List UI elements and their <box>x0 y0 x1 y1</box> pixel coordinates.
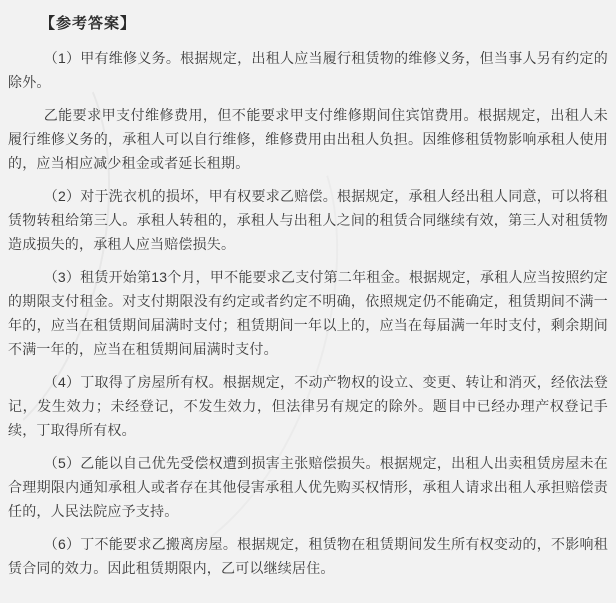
answer-paragraph-1-continued: 乙能要求甲支付维修费用，但不能要求甲支付维修期间住宾馆费用。根据规定，出租人未履行维修义务的，承租人可以自行维修，维修费用由出租人负担。因维修租赁物影响承租人使用的，应当相应减少租金或者延长租期。 <box>8 107 608 171</box>
answer-paragraph-3: （3）租赁开始第13个月，甲不能要求乙支付第二年租金。根据规定，承租人应当按照约定的期限支付租金。对支付期限没有约定或者约定不明确，依照规定仍不能确定，租赁期间不满一年的，应当在租赁期间届满时支付；租赁期间一年以上的，应当在每届满一年时支付，剩余期间不满一年的，应当在租赁期间届满时支付。 <box>8 269 608 357</box>
answer-paragraph-1: （1）甲有维修义务。根据规定，出租人应当履行租赁物的维修义务，但当事人另有约定的除外。 <box>8 50 608 90</box>
answer-paragraph-6: （6）丁不能要求乙搬离房屋。根据规定，租赁物在租赁期间发生所有权变动的，不影响租赁合同的效力。因此租赁期限内，乙可以继续居住。 <box>8 536 608 576</box>
answer-paragraph-4: （4）丁取得了房屋所有权。根据规定，不动产物权的设立、变更、转让和消灭，经依法登记，发生效力；未经登记，不发生效力，但法律另有规定的除外。题目中已经办理产权登记手续，丁取得所有权。 <box>8 374 608 438</box>
answer-paragraph-2: （2）对于洗衣机的损坏，甲有权要求乙赔偿。根据规定，承租人经出租人同意，可以将租赁物转租给第三人。承租人转租的，承租人与出租人之间的租赁合同继续有效，第三人对租赁物造成损失的，承租人应当赔偿损失。 <box>8 188 608 252</box>
answer-paragraph-5: （5）乙能以自己优先受偿权遭到损害主张赔偿损失。根据规定，出租人出卖租赁房屋未在合理期限内通知承租人或者存在其他侵害承租人优先购买权情形，承租人请求出租人承担赔偿责任的，人民法院应予支持。 <box>8 455 608 519</box>
document-title: 【参考答案】 <box>40 15 137 32</box>
